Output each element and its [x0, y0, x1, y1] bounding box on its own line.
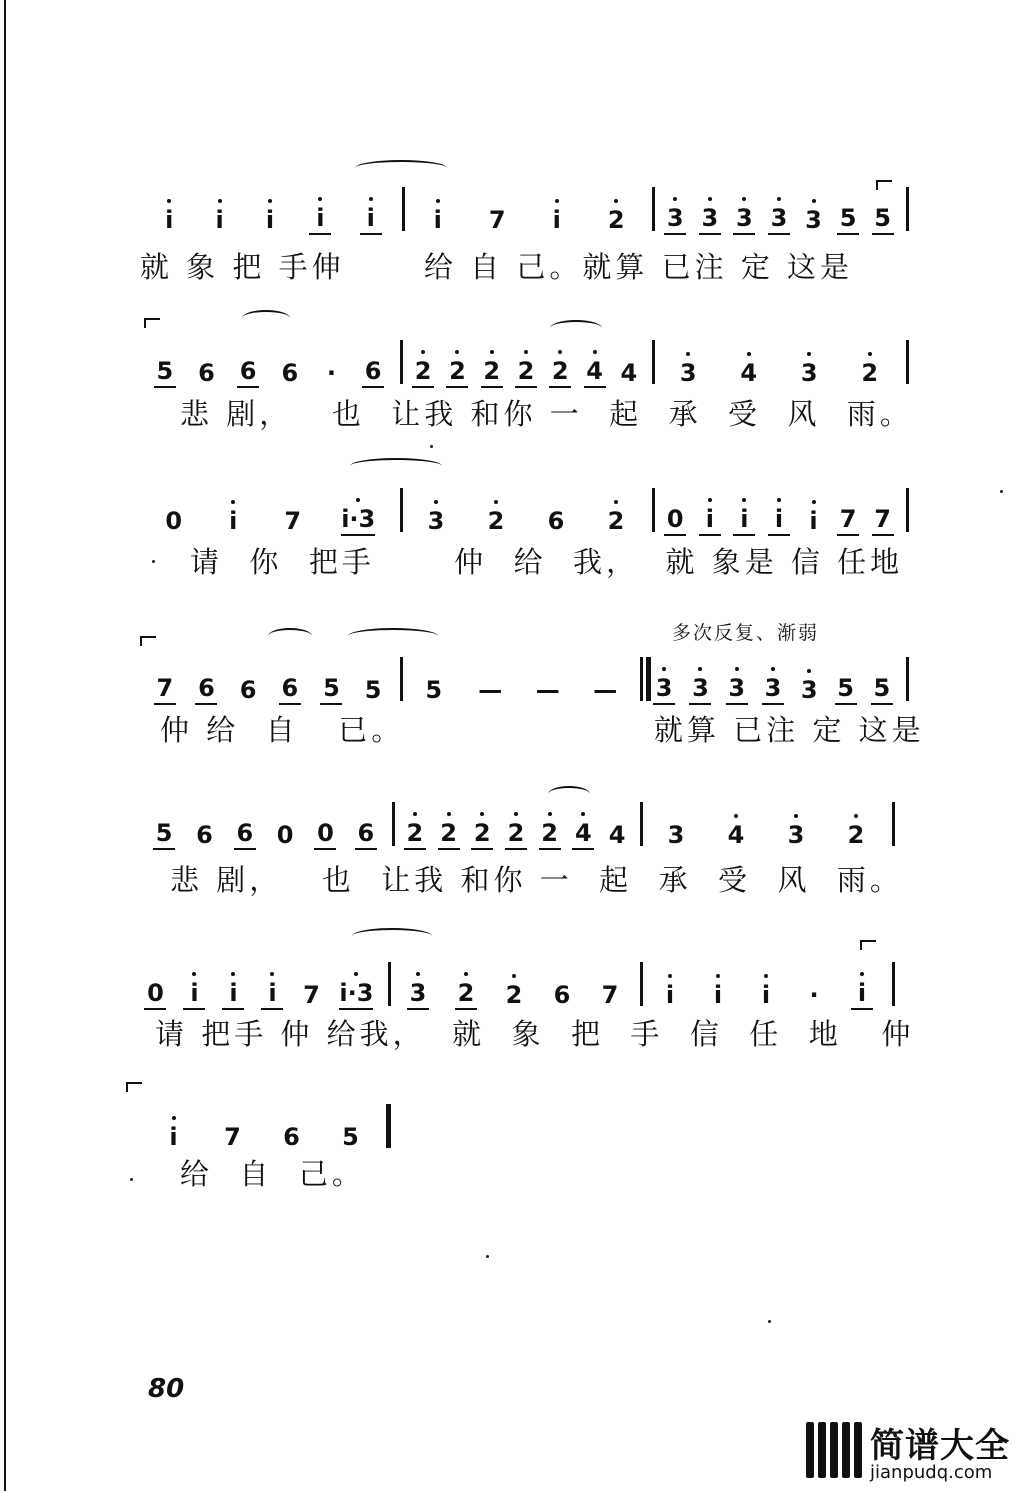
barline: [652, 488, 655, 532]
note: i: [707, 980, 729, 1010]
slur: [242, 310, 290, 326]
tie-mark: [144, 318, 160, 328]
slur: [550, 320, 602, 336]
note: 3: [785, 820, 807, 850]
measure: [406, 476, 646, 536]
measure: [646, 950, 886, 1010]
note: 3: [677, 358, 699, 388]
barline: [400, 657, 403, 701]
note: i: [222, 978, 244, 1010]
note: 0: [664, 504, 686, 536]
note: i: [183, 978, 205, 1010]
note: 2: [404, 818, 426, 850]
measure: [408, 175, 646, 235]
note: 2: [455, 978, 477, 1010]
note: i: [755, 980, 777, 1010]
slur: [352, 928, 432, 944]
note: 7: [837, 504, 859, 536]
barline: [392, 802, 395, 846]
note: 5: [320, 673, 342, 705]
page-number: 80: [148, 1374, 185, 1404]
note: i: [546, 205, 568, 235]
note: 3: [762, 673, 784, 705]
barline: [640, 962, 643, 1006]
note: 0: [276, 821, 294, 849]
tie-mark: [860, 940, 876, 950]
watermark-logo: [800, 1418, 1022, 1488]
note: 4: [608, 821, 626, 849]
note: 2: [446, 356, 468, 388]
note: 6: [547, 507, 565, 535]
lyrics-line: 请 你 把手 仲 给 我， 就 象是 信 任地: [190, 545, 904, 579]
note: 3: [699, 203, 721, 235]
measure: [144, 1092, 380, 1152]
note: ·: [326, 359, 337, 387]
note: 6: [283, 1123, 300, 1151]
note: 2: [481, 356, 503, 388]
measure: [658, 328, 900, 388]
note: i: [659, 980, 681, 1010]
slur: [348, 628, 438, 644]
lyrics-line: 悲 剧， 也 让我 和你 一 起 承 受 风 雨。: [170, 863, 903, 897]
note: 4: [584, 356, 606, 388]
note: 7: [488, 206, 506, 234]
note: 3: [407, 978, 429, 1010]
measure: [646, 790, 886, 850]
barline: [400, 488, 403, 532]
note: 2: [485, 506, 507, 536]
note: 0: [314, 818, 336, 850]
scan-speck: [152, 560, 155, 563]
note: 5: [425, 676, 443, 704]
measure: [144, 645, 394, 705]
note: 2: [515, 356, 537, 388]
barline: [640, 802, 643, 846]
logo-url: jianpudq.com: [870, 1462, 993, 1483]
note: 5: [364, 676, 382, 704]
note: 3: [653, 673, 675, 705]
lyrics-line: 仲 给 自 已。: [160, 713, 405, 747]
note: 6: [196, 821, 213, 849]
note: i: [427, 205, 449, 235]
note: 5: [872, 203, 894, 235]
note: 3: [768, 203, 790, 235]
note: i: [768, 504, 790, 536]
note: 3: [733, 203, 755, 235]
tie-mark: [126, 1082, 142, 1092]
measure: [398, 790, 634, 850]
note: 2: [549, 356, 571, 388]
note: 6: [279, 673, 301, 705]
note: 4: [572, 818, 594, 850]
note: 4: [725, 820, 747, 850]
note: 6: [234, 818, 256, 850]
measure: [406, 328, 646, 388]
note: 5: [342, 1123, 359, 1151]
barline: [652, 340, 655, 384]
lyrics-line: 给 自 己。: [180, 1157, 365, 1191]
note: 3: [798, 675, 820, 705]
note: i: [309, 203, 331, 235]
barline: [386, 1104, 391, 1148]
barline: [892, 802, 895, 846]
note: 5: [153, 818, 175, 850]
lyrics-line: 请 把手 仲 给我， 就 象 把 手 信 任 地 仲: [155, 1017, 915, 1051]
note: i: [222, 506, 244, 536]
note: 7: [224, 1123, 241, 1151]
note: i·3: [341, 504, 375, 536]
note: 6: [195, 673, 217, 705]
note: 2: [859, 358, 881, 388]
note: 5: [154, 356, 176, 388]
note: i: [851, 978, 873, 1010]
note: 5: [835, 673, 857, 705]
slur: [268, 628, 312, 644]
measure: [144, 175, 396, 235]
measure: [144, 790, 386, 850]
note: 4: [738, 358, 760, 388]
note: i: [259, 205, 281, 235]
note: 0: [144, 978, 166, 1010]
note: 2: [605, 506, 627, 536]
note: 3: [726, 673, 748, 705]
note: 2: [471, 818, 493, 850]
note: 2: [845, 820, 867, 850]
note: i: [209, 205, 231, 235]
note: ·: [809, 981, 819, 1009]
scan-speck: [1000, 490, 1003, 493]
note: 6: [553, 981, 571, 1009]
note: 4: [620, 359, 638, 387]
barline: [906, 340, 909, 384]
note: 7: [872, 504, 894, 536]
note: 3: [798, 358, 820, 388]
note: 5: [871, 673, 893, 705]
barline: [640, 657, 643, 701]
note: —: [593, 676, 618, 704]
slur: [355, 160, 447, 176]
note: 7: [601, 981, 619, 1009]
note: i: [733, 504, 755, 536]
note: 6: [198, 359, 215, 387]
measure: [646, 645, 900, 705]
tie-mark: [876, 180, 892, 190]
lyrics-line: 悲 剧， 也 让我 和你 一 起 承 受 风 雨。: [180, 397, 913, 431]
piano-keys-icon: [804, 1422, 862, 1480]
barline: [388, 962, 391, 1006]
barline: [400, 340, 403, 384]
note: 0: [165, 507, 183, 535]
note: 5: [837, 203, 859, 235]
note: i: [360, 203, 382, 235]
slur: [350, 458, 442, 474]
barline: [906, 488, 909, 532]
note: 2: [505, 818, 527, 850]
measure: [406, 645, 634, 705]
scan-speck: [768, 1320, 771, 1323]
note: 2: [503, 980, 525, 1010]
note: 2: [539, 818, 561, 850]
note: i: [699, 504, 721, 536]
note: —: [535, 676, 560, 704]
note: i: [261, 978, 283, 1010]
note: 7: [303, 981, 320, 1009]
measure: [136, 950, 382, 1010]
scan-speck: [486, 1255, 489, 1258]
note: 6: [355, 818, 377, 850]
note: 3: [664, 203, 686, 235]
note: i: [158, 205, 180, 235]
note: 2: [605, 205, 627, 235]
note: 3: [689, 673, 711, 705]
barline: [906, 657, 909, 701]
barline: [892, 962, 895, 1006]
note: 2: [438, 818, 460, 850]
note: 6: [237, 356, 259, 388]
measure: [144, 476, 394, 536]
note: 3: [425, 506, 447, 536]
note: 7: [154, 673, 176, 705]
note: i: [803, 506, 825, 536]
barline: [906, 187, 909, 231]
note: 7: [284, 507, 302, 535]
note: 3: [803, 205, 825, 235]
measure: [658, 476, 900, 536]
logo-text: 简谱大全: [870, 1426, 1010, 1466]
note: 6: [281, 359, 299, 387]
note: i·3: [339, 978, 373, 1010]
note: 2: [412, 356, 434, 388]
note: —: [478, 676, 503, 704]
slur: [548, 786, 590, 802]
measure: [658, 175, 900, 235]
tie-mark: [140, 636, 156, 646]
note: 6: [239, 676, 257, 704]
lyrics-line: 就 象 把 手伸 给 自 己。就算 已注 定 这是: [140, 250, 854, 284]
note: 6: [362, 356, 384, 388]
note: i: [163, 1122, 185, 1152]
repeat-annotation: 多次反复、渐弱: [672, 622, 820, 644]
note: 3: [667, 821, 685, 849]
barline: [402, 187, 405, 231]
lyrics-line: 就算 已注 定 这是: [654, 713, 925, 747]
measure: [144, 328, 394, 388]
repeat-start-barline: [646, 657, 651, 701]
scan-speck: [430, 445, 433, 448]
barline: [652, 187, 655, 231]
scan-speck: [130, 1178, 133, 1181]
measure: [394, 950, 634, 1010]
